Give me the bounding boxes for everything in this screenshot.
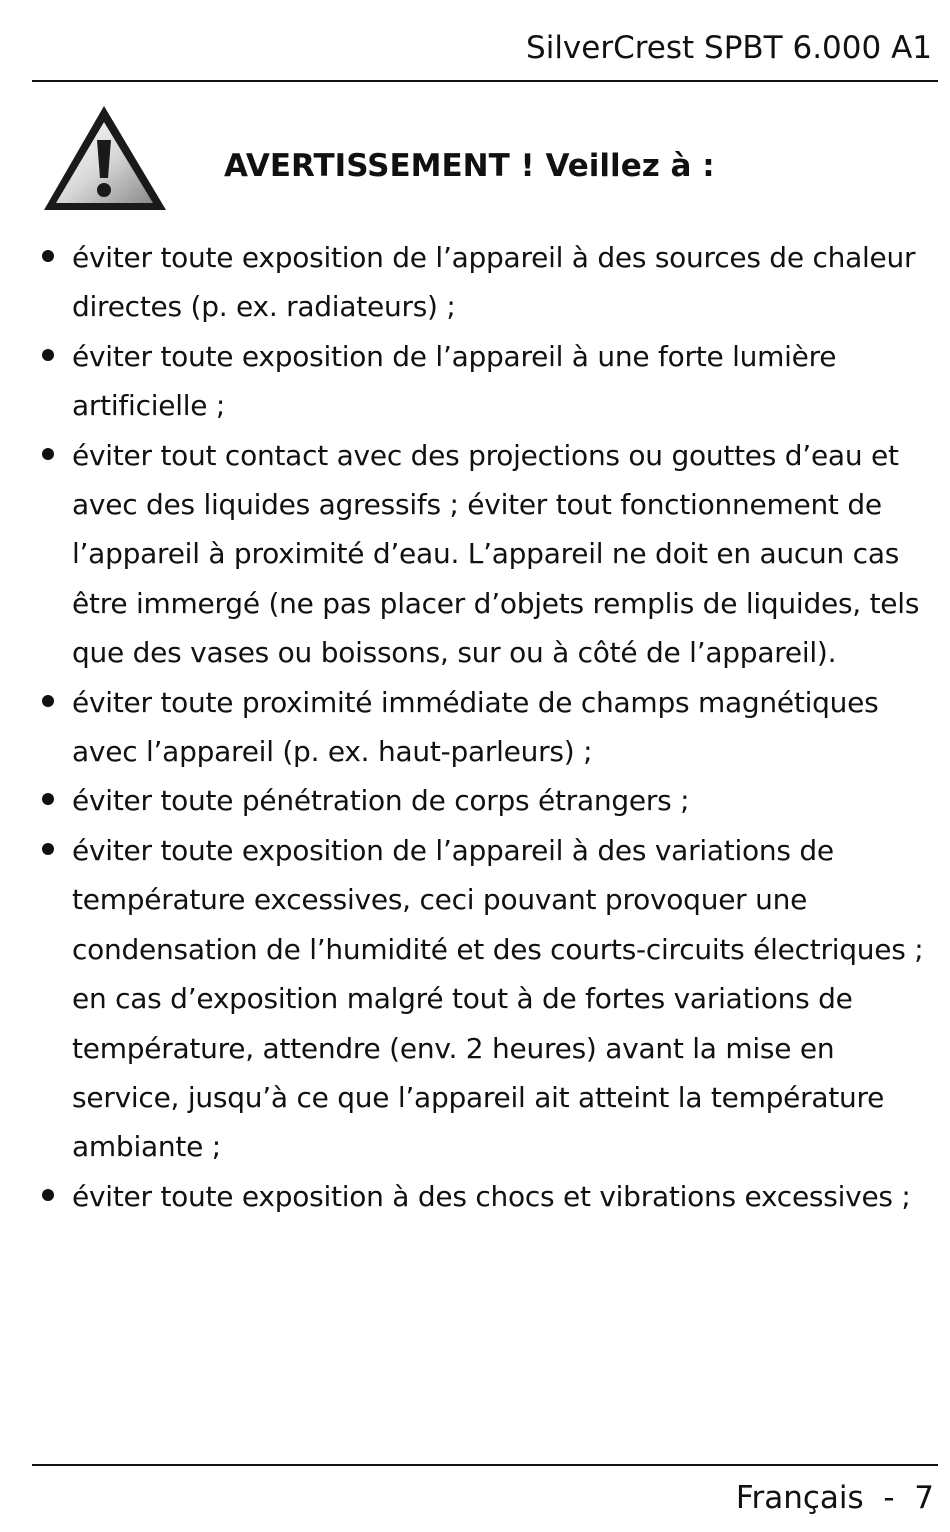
list-item: éviter tout contact avec des projections ou gouttes d’eau et avec des liquides agressifs ; éviter tout fonctionnement de l’appareil à proximité d’eau. L’appareil ne doit en aucun cas être immergé (ne pas placer d’objets remplis de liquides, tels que des vases ou boissons, sur ou à côté de l’appareil).	[40, 431, 942, 678]
page-footer: Français - 7	[735, 1480, 934, 1516]
list-item: éviter toute exposition de l’appareil à une forte lumière artificielle ;	[40, 332, 942, 431]
list-item: éviter toute exposition de l’appareil à des sources de chaleur directes (p. ex. radiateurs) ;	[40, 233, 942, 332]
list-item: éviter toute exposition à des chocs et vibrations excessives ;	[40, 1172, 942, 1221]
list-item: éviter toute proximité immédiate de champs magnétiques avec l’appareil (p. ex. haut-parleurs) ;	[40, 678, 942, 777]
warning-list	[40, 233, 942, 1221]
header-divider	[32, 80, 938, 82]
list-item: éviter toute pénétration de corps étrangers ;	[40, 776, 942, 825]
warning-triangle-icon	[42, 102, 170, 214]
page-header-title: SilverCrest SPBT 6.000 A1	[526, 30, 932, 66]
footer-divider	[32, 1464, 938, 1466]
warning-heading: AVERTISSEMENT ! Veillez à :	[224, 148, 715, 184]
list-item: éviter toute exposition de l’appareil à des variations de température excessives, ceci pouvant provoquer une condensation de l’humidité et des courts-circuits électriques ; en cas d’exposition malgré tout à de fortes variations de température, attendre (env. 2 heures) avant la mise en service, jusqu’à ce que l’appareil ait atteint la température ambiante ;	[40, 826, 942, 1172]
